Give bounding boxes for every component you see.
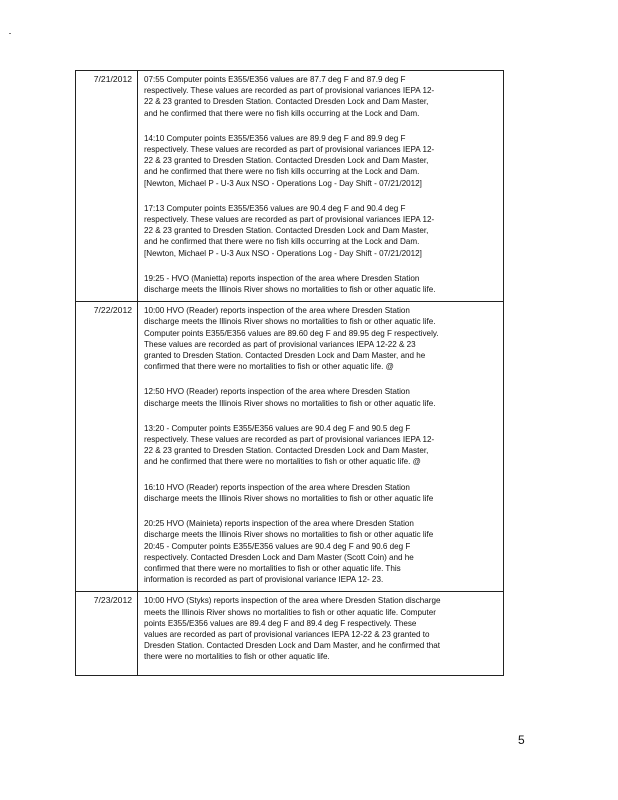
log-entry: 17:13 Computer points E355/E356 values are 90.4 deg F and 90.4 deg F respectively. These values are recorded as part of provisional variances IEPA 12- 22 & 23 granted to Dresden Station. Contacted Dresden Lock and Dam Master, and he confirmed that there were no fish kills occurring at the Lock and Dam. [Newton, Michael P - U-3 Aux NSO - Operations Log - Day Shift - 07/21/2012] [144,203,435,258]
page-number: 5 [518,733,525,747]
log-entry: 10:00 HVO (Reader) reports inspection of the area where Dresden Station discharge meets the Illinois River shows no mortalities to fish or other aquatic life. Computer points E355/E356 values are 89.60 deg F and 89.95 deg F respectively. These values are recorded as part of provisional variances IEPA 12-22 & 23 granted to Dresden Station. Contacted Dresden Lock and Dam Master, and he confirmed that there were no mortalities to fish or other aquatic life. @ [144,306,439,372]
entries-cell [138,592,504,676]
log-entry: 10:00 HVO (Styks) reports inspection of the area where Dresden Station discharge meets the Illinois River shows no mortalities to fish or other aquatic life. Computer points E355/E356 values are 89.4 deg F and 89.4 deg F respectively. These values are recorded as part of provisional variances IEPA 12-22 & 23 granted to Dresden Station. Contacted Dresden Lock and Dam Master, and he confirmed that there were no mortalities to fish or other aquatic life. [144,596,441,662]
scan-speck [9,33,11,34]
log-entry: 13:20 - Computer points E355/E356 values are 90.4 deg F and 90.5 deg F respectively. These values are recorded as part of provisional variances IEPA 12- 22 & 23 granted to Dresden Station. Contacted Dresden Lock and Dam Master, and he confirmed that there were no mortalities to fish or other aquatic life. @ [144,423,435,467]
log-entry: 14:10 Computer points E355/E356 values are 89.9 deg F and 89.9 deg F respectively. These values are recorded as part of provisional variances IEPA 12- 22 & 23 granted to Dresden Station. Contacted Dresden Lock and Dam Master, and he confirmed that there were no fish kills occurring at the Lock and Dam. [Newton, Michael P - U-3 Aux NSO - Operations Log - Day Shift - 07/21/2012] [144,133,435,188]
date-cell: 7/22/2012 [76,302,138,592]
log-entry: 16:10 HVO (Reader) reports inspection of the area where Dresden Station discharge meets the Illinois River shows no mortalities to fish or other aquatic life [144,482,434,503]
log-entry: 07:55 Computer points E355/E356 values are 87.7 deg F and 87.9 deg F respectively. These values are recorded as part of provisional variances IEPA 12- 22 & 23 granted to Dresden Station. Contacted Dresden Lock and Dam Master, and he confirmed that there were no fish kills occurring at the Lock and Dam. [144,75,435,118]
date-cell: 7/23/2012 [76,592,138,676]
log-entry: 20:25 HVO (Mainieta) reports inspection of the area where Dresden Station discharge meets the Illinois River shows no mortalities to fish or other aquatic life 20:45 - Computer points E355/E356 values are 90.4 deg F and 90.6 deg F respectively. Contacted Dresden Lock and Dam Master (Scott Coin) and he confirmed that there were no mortalities to fish or other aquatic life. This information is recorded as part of provisional variance IEPA 12- 23. [144,519,434,585]
table-row [76,71,504,302]
log-entry: 19:25 - HVO (Manietta) reports inspection of the area where Dresden Station discharge meets the Illinois River shows no mortalities to fish or other aquatic life. [144,273,436,295]
table-row [76,302,504,592]
operations-log-table [75,70,504,676]
entries-cell [138,71,504,302]
date-cell: 7/21/2012 [76,71,138,302]
log-entry: 12:50 HVO (Reader) reports inspection of the area where Dresden Station discharge meets the Illinois River shows no mortalities to fish or other aquatic life. [144,387,436,408]
entries-cell [138,302,504,592]
table-row [76,592,504,676]
